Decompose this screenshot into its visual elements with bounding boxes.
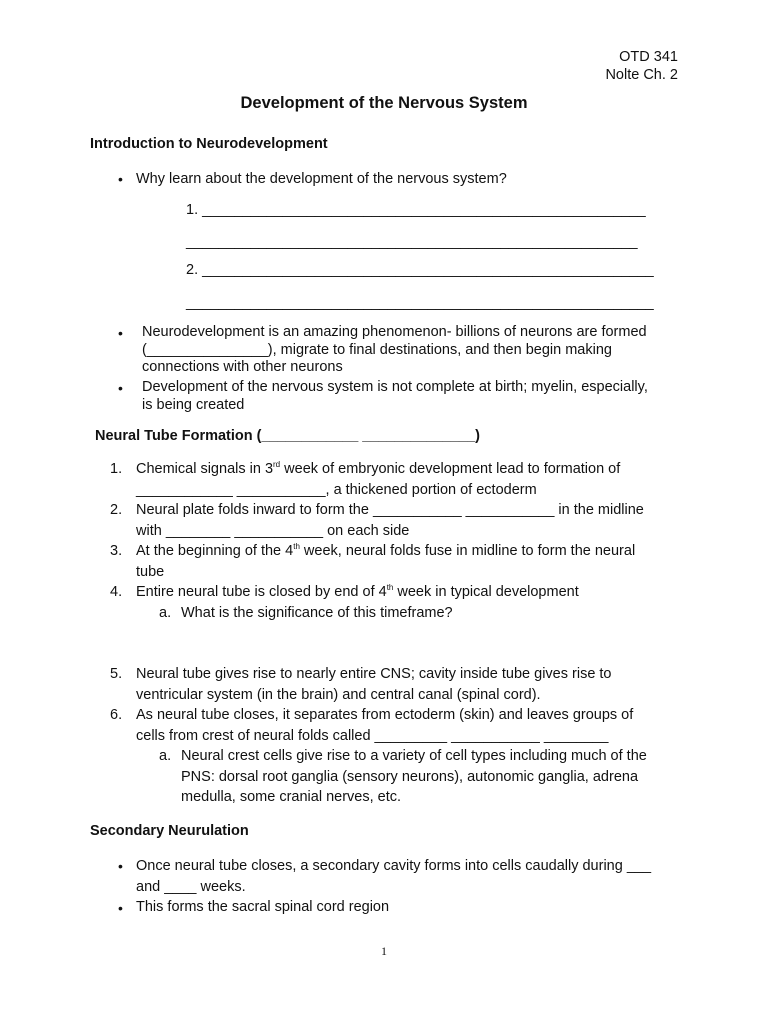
list-item <box>136 664 612 705</box>
chapter-reference: Nolte Ch. 2 <box>605 67 678 83</box>
list-item <box>136 459 620 500</box>
text-segment: week in typical development <box>393 584 579 600</box>
sub-list-letter: a. <box>159 748 172 764</box>
list-item-text: As neural tube closes, it separates from ectoderm (skin) and leaves groups of <box>136 707 634 723</box>
bullet-marker: • <box>118 900 123 916</box>
list-item-text: PNS: dorsal root ganglia (sensory neurons), autonomic ganglia, adrena <box>181 768 639 785</box>
section-heading-intro: Introduction to Neurodevelopment <box>90 136 328 152</box>
list-number: 4. <box>110 584 123 600</box>
list-item-text: ventricular system (in the brain) and central canal (spinal cord). <box>136 686 541 703</box>
answer-blank-1: 1. _______________________________________________________ <box>186 202 646 218</box>
list-item-text: cells from crest of neural folds called _________ ___________ ________ <box>136 727 609 744</box>
list-item <box>136 705 633 746</box>
answer-blank-2-continued: __________________________________________________________ <box>186 295 654 311</box>
ordinal-suffix: th <box>386 583 394 592</box>
list-item-text: Once neural tube closes, a secondary cavity forms into cells caudally during ___ <box>136 858 652 874</box>
list-item-text: Neural crest cells give rise to a variety of cell types including much of the <box>181 748 647 764</box>
list-item <box>136 500 644 541</box>
list-number: 1. <box>110 461 123 477</box>
list-item-text: This forms the sacral spinal cord region <box>136 899 390 915</box>
answer-blank-2: 2. ________________________________________________________ <box>186 262 654 278</box>
list-number: 6. <box>110 707 123 723</box>
list-item-text: is being created <box>142 397 245 413</box>
list-item-text: Development of the nervous system is not complete at birth; myelin, especially, <box>142 379 648 395</box>
section-heading-secondary-neurulation: Secondary Neurulation <box>90 823 249 839</box>
list-item-text <box>136 582 579 603</box>
question-text: Why learn about the development of the nervous system? <box>136 171 507 187</box>
text-segment: At the beginning of the 4 <box>136 543 294 559</box>
list-item <box>142 323 647 375</box>
page-title: Development of the Nervous System <box>240 94 528 112</box>
list-item-text: ____________ ___________, a thickened portion of ectoderm <box>136 481 537 498</box>
list-item-text: Neural plate folds inward to form the ___________ ___________ in the midline <box>136 502 644 518</box>
answer-blank-1-continued: ________________________________________________________ <box>186 234 638 250</box>
list-item-text: medulla, some cranial nerves, etc. <box>181 789 402 805</box>
text-segment: Chemical signals in 3 <box>136 461 274 477</box>
list-item-text: and ____ weeks. <box>136 878 246 895</box>
sub-list-item: What is the significance of this timeframe? <box>181 605 453 621</box>
list-item-text: with ________ ___________ on each side <box>136 522 410 539</box>
ordinal-suffix: th <box>293 542 300 551</box>
list-item-text: connections with other neurons <box>142 359 343 375</box>
text-segment: Entire neural tube is closed by end of 4 <box>136 584 387 600</box>
sub-list-item <box>181 746 647 808</box>
list-item <box>142 378 648 414</box>
list-item-text <box>136 541 635 562</box>
bullet-marker: • <box>118 325 123 341</box>
section-heading-neural-tube: Neural Tube Formation (____________ ______________) <box>95 428 481 444</box>
list-item-text: tube <box>136 563 165 580</box>
list-number: 3. <box>110 543 123 559</box>
bullet-marker: • <box>118 380 123 396</box>
list-item <box>136 856 651 897</box>
page-number: 1 <box>381 944 387 958</box>
sub-list-letter: a. <box>159 605 172 621</box>
list-item-text: Neural tube gives rise to nearly entire CNS; cavity inside tube gives rise to <box>136 666 612 682</box>
text-segment: week of embryonic development lead to formation of <box>280 461 621 477</box>
list-number: 2. <box>110 502 123 518</box>
list-item <box>136 541 635 582</box>
bullet-marker: • <box>118 858 123 874</box>
list-item-text <box>136 459 620 480</box>
course-header <box>605 48 678 84</box>
course-code: OTD 341 <box>619 49 678 65</box>
list-item-text: Neurodevelopment is an amazing phenomenon- billions of neurons are formed <box>142 324 647 340</box>
bullet-marker: • <box>118 171 123 187</box>
ordinal-suffix: rd <box>273 460 281 469</box>
list-number: 5. <box>110 666 123 682</box>
text-segment: week, neural folds fuse in midline to form the neural <box>299 543 636 559</box>
list-item-text: (_______________), migrate to final destinations, and then begin making <box>142 342 612 358</box>
list-item <box>136 582 579 603</box>
